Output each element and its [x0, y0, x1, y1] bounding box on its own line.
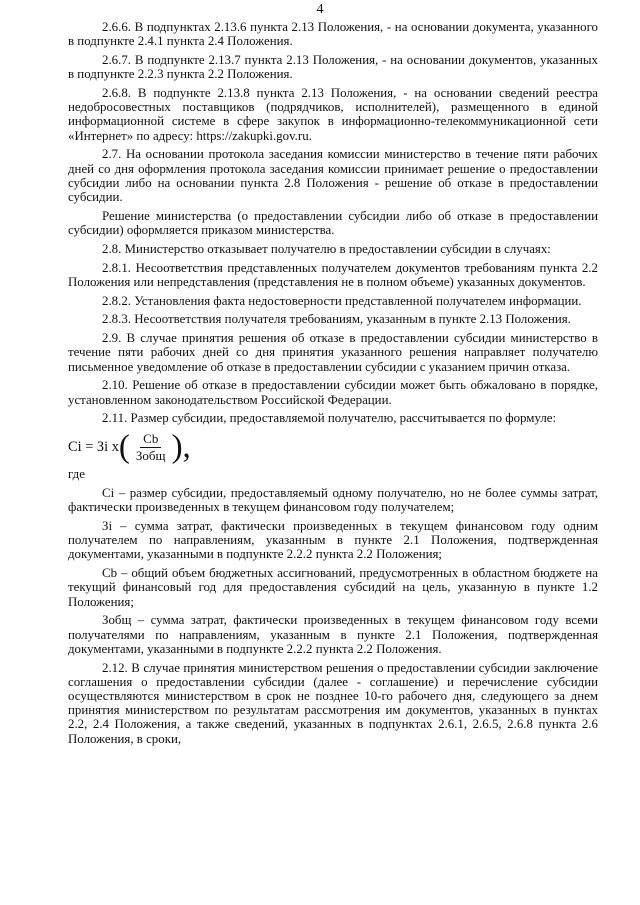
paragraph-2-6-7: 2.6.7. В подпункте 2.13.7 пункта 2.13 Положения, - на основании документов, указанных в подпункте 2.2.3 пункта 2.2 Положения.: [68, 53, 598, 82]
document-body: [68, 20, 598, 750]
paragraph-decision: Решение министерства (о предоставлении субсидии либо об отказе в предоставлении субсидии) оформляется приказом министерства.: [68, 208, 598, 238]
definition-cb: Cb – общий объем бюджетных ассигнований, предусмотренных в областном бюджете на текущий финансовый год для предоставления субсидий на цель, указанную в пункте 1.2 Положения;: [68, 566, 598, 609]
paragraph-2-8-1: 2.8.1. Несоответствия представленных получателем документов требованиям пункта 2.2 Положения или непредставления (представления не в полном объеме) указанных документов.: [68, 260, 598, 289]
where-label: где: [68, 467, 85, 482]
paragraph-2-6-8: 2.6.8. В подпункте 2.13.8 пункта 2.13 Положения, - на основании сведений реестра недобросовестных поставщиков (подрядчиков, исполнителей), размещенного в единой информационной системе в сфере закупок в информационно-телекоммуникационной сети «Интернет» по адресу: https://zakupki.gov.ru.: [68, 86, 598, 143]
paragraph-2-8: 2.8. Министерство отказывает получателю в предоставлении субсидии в случаях:: [102, 241, 551, 256]
formula-numerator: Cb: [140, 431, 161, 448]
formula-fraction: [133, 431, 169, 464]
formula-denominator: Зобщ: [135, 447, 166, 463]
paragraph-2-8-2: 2.8.2. Установления факта недостоверности представленной получателем информации.: [102, 293, 582, 308]
paragraph-2-11: 2.11. Размер субсидии, предоставляемой получателю, рассчитывается по формуле:: [102, 411, 557, 426]
paragraph-2-7: 2.7. На основании протокола заседания комиссии министерство в течение пяти рабочих дней со дня оформления протокола заседания комиссии принимает решение о предоставлении субсидии либо на основании пункта 2.8 Положения - решение об отказе в предоставлении субсидии.: [68, 147, 598, 205]
formula-lhs: Ci = Зi x: [68, 439, 119, 456]
definition-zi: Зi – сумма затрат, фактически произведенных в текущем финансовом году одним получателем по направлениям, указанным в пункте 2.1 Положения, подтвержденная документами, указанными в подпункте 2.2.2 пункта 2.2 Положения;: [68, 519, 598, 562]
paragraph-2-10: 2.10. Решение об отказе в предоставлении субсидии может быть обжаловано в порядке, установленном законодательством Российской Федерации.: [68, 378, 598, 407]
formula-paren-open: (: [118, 429, 130, 466]
page-number: 4: [316, 2, 324, 17]
formula-paren-close: ),: [171, 429, 191, 466]
paragraph-2-6-6: 2.6.6. В подпунктах 2.13.6 пункта 2.13 Положения, - на основании документа, указанного в подпункте 2.4.1 пункта 2.4 Положения.: [68, 20, 598, 49]
subsidy-formula: [68, 430, 598, 464]
paragraph-2-12: 2.12. В случае принятия министерством решения о предоставлении субсидии заключение соглашения о предоставлении субсидии (далее - соглашение) и перечисление субсидии осуществляются министерством в срок не позднее 10-го рабочего дня, следующего за днем принятия министерством по результатам рассмотрения им документов, указанных в пунктах 2.2, 2.4 Положения, а также сведений, указанных в подпунктах 2.6.1, 2.6.5, 2.6.8 пункта 2.6 Положения, в сроки,: [68, 660, 598, 746]
paragraph-2-8-3: 2.8.3. Несоответствия получателя требованиям, указанным в пункте 2.13 Положения.: [102, 312, 571, 327]
definition-zobsh: Зобщ – сумма затрат, фактически произведенных в текущем финансовом году всеми получателями по направлениям, указанным в пункте 2.1 Положения, подтвержденная документами, указанными в подпункте 2.2.2 пункта 2.2 Положения.: [68, 613, 598, 656]
definition-ci: Ci – размер субсидии, предоставляемый одному получателю, но не более суммы затрат, фактически произведенных в текущем финансовом году получателем;: [68, 486, 598, 515]
paragraph-2-9: 2.9. В случае принятия решения об отказе в предоставлении субсидии министерство в течение пяти рабочих дней со дня принятия указанного решения направляет получателю письменное уведомление об отказе в предоставлении субсидии с указанием причин отказа.: [68, 331, 598, 374]
